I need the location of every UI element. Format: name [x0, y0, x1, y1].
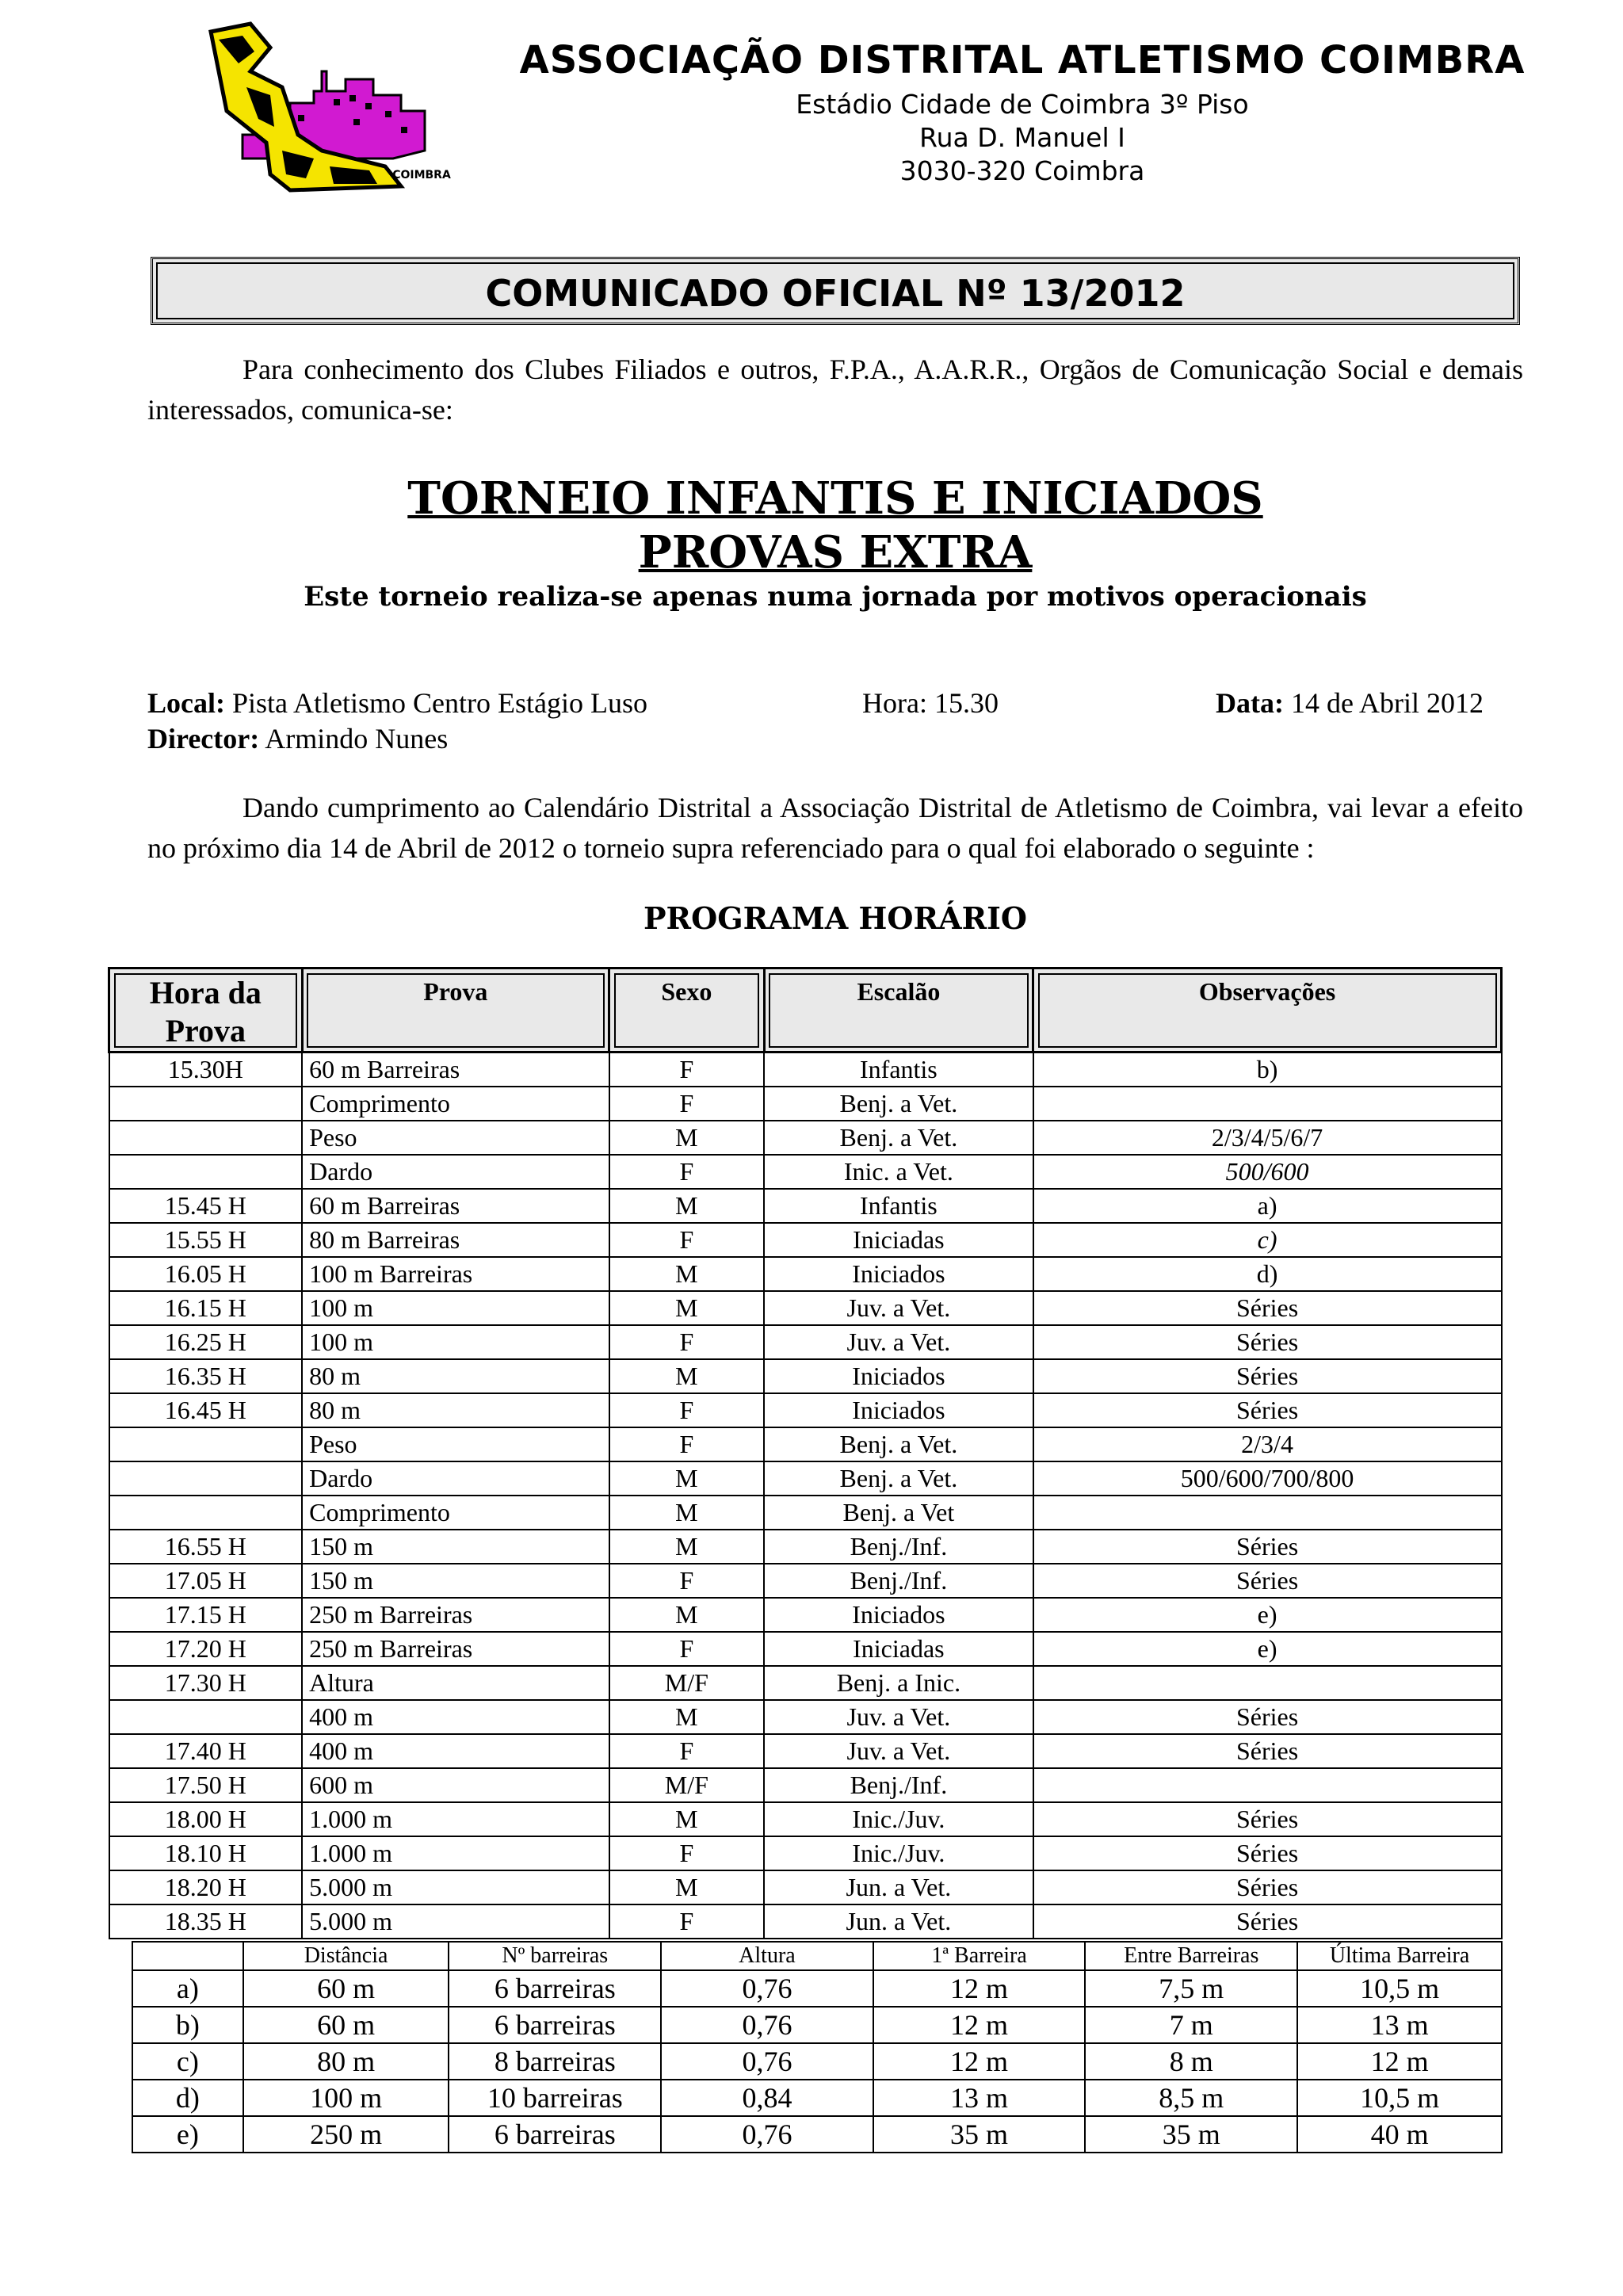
hurdles-cell: 6 barreiras — [449, 2007, 661, 2043]
address-line-3: 3030-320 Coimbra — [899, 155, 1145, 186]
schedule-cell-observacoes: e) — [1033, 1632, 1502, 1666]
schedule-cell-observacoes: b) — [1033, 1052, 1502, 1087]
hurdles-header-cell: Entre Barreiras — [1085, 1942, 1297, 1970]
schedule-cell-hora: 16.25 H — [109, 1325, 303, 1359]
schedule-cell-prova: Peso — [302, 1121, 609, 1155]
schedule-cell-prova: 1.000 m — [302, 1836, 609, 1870]
schedule-cell-observacoes: Séries — [1033, 1325, 1502, 1359]
schedule-cell-sexo: F — [609, 1904, 765, 1939]
hurdles-cell: 0,76 — [661, 2007, 873, 2043]
schedule-table — [108, 967, 1503, 1939]
schedule-row — [109, 1052, 1502, 1087]
schedule-cell-sexo: F — [609, 1052, 765, 1087]
hurdles-cell: 35 m — [873, 2116, 1086, 2153]
schedule-cell-sexo: M — [609, 1598, 765, 1632]
schedule-cell-escalao: Juv. a Vet. — [764, 1734, 1033, 1768]
intro-paragraph: Para conhecimento dos Clubes Filiados e outros, F.P.A., A.A.R.R., Orgãos de Comunicação Social e demais interessados, comunica-se: — [147, 353, 1523, 426]
schedule-cell-escalao: Juv. a Vet. — [764, 1700, 1033, 1734]
location-value: Pista Atletismo Centro Estágio Luso — [224, 687, 647, 719]
date-label: Data: — [1216, 687, 1284, 719]
schedule-cell-hora: 17.50 H — [109, 1768, 303, 1802]
schedule-row — [109, 1121, 1502, 1155]
schedule-cell-sexo: M — [609, 1257, 765, 1291]
schedule-row — [109, 1291, 1502, 1325]
schedule-cell-escalao: Benj./Inf. — [764, 1530, 1033, 1564]
schedule-cell-hora — [109, 1427, 303, 1461]
schedule-cell-observacoes — [1033, 1666, 1502, 1700]
hurdles-row — [132, 2080, 1502, 2116]
hurdles-cell: 0,76 — [661, 1970, 873, 2007]
schedule-cell-hora: 16.55 H — [109, 1530, 303, 1564]
schedule-cell-hora: 16.45 H — [109, 1393, 303, 1427]
hurdles-header-cell — [132, 1942, 243, 1970]
schedule-cell-escalao: Iniciadas — [764, 1223, 1033, 1257]
hurdles-cell: 7,5 m — [1085, 1970, 1297, 2007]
event-director — [147, 722, 448, 755]
schedule-cell-hora — [109, 1700, 303, 1734]
schedule-cell-sexo: M/F — [609, 1666, 765, 1700]
schedule-cell-hora: 15.45 H — [109, 1189, 303, 1223]
schedule-cell-hora: 17.40 H — [109, 1734, 303, 1768]
hurdles-cell: 100 m — [243, 2080, 449, 2116]
schedule-cell-observacoes: c) — [1033, 1223, 1502, 1257]
schedule-cell-sexo: M/F — [609, 1768, 765, 1802]
address-line-1: Estádio Cidade de Coimbra 3º Piso — [796, 89, 1249, 120]
schedule-cell-escalao: Jun. a Vet. — [764, 1870, 1033, 1904]
schedule-row — [109, 1564, 1502, 1598]
hurdles-row — [132, 2007, 1502, 2043]
schedule-cell-prova: 1.000 m — [302, 1802, 609, 1836]
schedule-cell-prova: Altura — [302, 1666, 609, 1700]
schedule-cell-observacoes: Séries — [1033, 1802, 1502, 1836]
hurdles-cell: 8,5 m — [1085, 2080, 1297, 2116]
hurdles-header-row — [132, 1942, 1502, 1970]
header-hora — [109, 968, 303, 1052]
hurdles-header-cell: Nº barreiras — [449, 1942, 661, 1970]
schedule-cell-sexo: M — [609, 1870, 765, 1904]
schedule-cell-escalao: Benj. a Vet — [764, 1496, 1033, 1530]
schedule-cell-sexo: M — [609, 1291, 765, 1325]
schedule-row — [109, 1257, 1502, 1291]
hurdles-header-cell: Distância — [243, 1942, 449, 1970]
schedule-cell-hora: 18.10 H — [109, 1836, 303, 1870]
header-prova: Prova — [302, 968, 609, 1052]
schedule-cell-hora: 18.35 H — [109, 1904, 303, 1939]
schedule-row — [109, 1189, 1502, 1223]
hurdles-row — [132, 2043, 1502, 2080]
schedule-row — [109, 1870, 1502, 1904]
schedule-header-row — [109, 968, 1502, 1052]
hurdles-cell: 7 m — [1085, 2007, 1297, 2043]
schedule-cell-hora: 17.05 H — [109, 1564, 303, 1598]
hurdles-cell: 12 m — [873, 1970, 1086, 2007]
schedule-cell-observacoes: Séries — [1033, 1359, 1502, 1393]
schedule-cell-hora — [109, 1087, 303, 1121]
hurdles-cell: 10,5 m — [1297, 1970, 1502, 2007]
schedule-cell-sexo: M — [609, 1121, 765, 1155]
schedule-cell-escalao: Iniciados — [764, 1393, 1033, 1427]
schedule-cell-observacoes — [1033, 1496, 1502, 1530]
schedule-cell-observacoes: d) — [1033, 1257, 1502, 1291]
schedule-cell-prova: 400 m — [302, 1734, 609, 1768]
hurdles-cell: 8 barreiras — [449, 2043, 661, 2080]
schedule-cell-observacoes: Séries — [1033, 1291, 1502, 1325]
schedule-cell-observacoes: 500/600/700/800 — [1033, 1461, 1502, 1496]
hurdles-cell: 8 m — [1085, 2043, 1297, 2080]
hurdles-cell: 0,76 — [661, 2043, 873, 2080]
schedule-cell-escalao: Inic. a Vet. — [764, 1155, 1033, 1189]
schedule-cell-prova: 100 m — [302, 1291, 609, 1325]
schedule-cell-escalao: Benj. a Vet. — [764, 1121, 1033, 1155]
hurdles-row — [132, 1970, 1502, 2007]
schedule-cell-escalao: Jun. a Vet. — [764, 1904, 1033, 1939]
schedule-row — [109, 1802, 1502, 1836]
schedule-row — [109, 1530, 1502, 1564]
schedule-cell-hora — [109, 1496, 303, 1530]
schedule-cell-observacoes: 500/600 — [1033, 1155, 1502, 1189]
schedule-cell-sexo: M — [609, 1461, 765, 1496]
schedule-cell-prova: Comprimento — [302, 1496, 609, 1530]
event-title-line-1: TORNEIO INFANTIS E INICIADOS — [407, 472, 1263, 525]
schedule-cell-observacoes — [1033, 1768, 1502, 1802]
hurdles-cell: 6 barreiras — [449, 2116, 661, 2153]
schedule-cell-sexo: M — [609, 1700, 765, 1734]
schedule-cell-sexo: M — [609, 1530, 765, 1564]
communique-title-box — [151, 257, 1520, 325]
hurdles-cell: 10,5 m — [1297, 2080, 1502, 2116]
schedule-cell-sexo: M — [609, 1189, 765, 1223]
schedule-row — [109, 1155, 1502, 1189]
hurdles-cell: 6 barreiras — [449, 1970, 661, 2007]
schedule-cell-hora: 15.30H — [109, 1052, 303, 1087]
hurdles-cell: 40 m — [1297, 2116, 1502, 2153]
schedule-cell-observacoes — [1033, 1087, 1502, 1121]
schedule-cell-prova: Peso — [302, 1427, 609, 1461]
hurdles-cell: e) — [132, 2116, 243, 2153]
schedule-row — [109, 1223, 1502, 1257]
hurdles-cell: 12 m — [873, 2007, 1086, 2043]
schedule-row — [109, 1734, 1502, 1768]
schedule-cell-hora: 15.55 H — [109, 1223, 303, 1257]
logo-text: COIMBRA — [392, 169, 451, 181]
schedule-row — [109, 1393, 1502, 1427]
schedule-cell-escalao: Inic./Juv. — [764, 1836, 1033, 1870]
schedule-cell-observacoes: 2/3/4/5/6/7 — [1033, 1121, 1502, 1155]
hurdles-cell: a) — [132, 1970, 243, 2007]
schedule-cell-escalao: Juv. a Vet. — [764, 1291, 1033, 1325]
schedule-row — [109, 1904, 1502, 1939]
schedule-cell-hora: 18.00 H — [109, 1802, 303, 1836]
hurdles-header-cell: Altura — [661, 1942, 873, 1970]
hurdles-cell: b) — [132, 2007, 243, 2043]
schedule-cell-prova: 150 m — [302, 1530, 609, 1564]
schedule-row — [109, 1632, 1502, 1666]
schedule-cell-hora: 16.05 H — [109, 1257, 303, 1291]
schedule-row — [109, 1461, 1502, 1496]
schedule-cell-prova: 150 m — [302, 1564, 609, 1598]
schedule-cell-prova: 100 m — [302, 1325, 609, 1359]
schedule-cell-escalao: Infantis — [764, 1052, 1033, 1087]
schedule-cell-observacoes: Séries — [1033, 1870, 1502, 1904]
hurdles-cell: 12 m — [1297, 2043, 1502, 2080]
schedule-row — [109, 1087, 1502, 1121]
schedule-cell-escalao: Benj. a Inic. — [764, 1666, 1033, 1700]
header-hora-line-1: Hora da — [149, 975, 262, 1010]
schedule-cell-sexo: F — [609, 1564, 765, 1598]
schedule-cell-prova: Dardo — [302, 1461, 609, 1496]
header-sexo: Sexo — [609, 968, 765, 1052]
schedule-cell-escalao: Infantis — [764, 1189, 1033, 1223]
schedule-cell-observacoes: Séries — [1033, 1393, 1502, 1427]
schedule-cell-observacoes: a) — [1033, 1189, 1502, 1223]
schedule-row — [109, 1359, 1502, 1393]
organization-name: ASSOCIAÇÃO DISTRITAL ATLETISMO COIMBRA — [519, 38, 1526, 82]
schedule-cell-escalao: Benj. a Vet. — [764, 1087, 1033, 1121]
schedule-cell-escalao: Benj. a Vet. — [764, 1427, 1033, 1461]
schedule-cell-hora — [109, 1155, 303, 1189]
schedule-cell-hora — [109, 1121, 303, 1155]
schedule-cell-prova: 100 m Barreiras — [302, 1257, 609, 1291]
header-observacoes: Observações — [1033, 968, 1502, 1052]
schedule-cell-sexo: F — [609, 1155, 765, 1189]
hurdles-cell: c) — [132, 2043, 243, 2080]
schedule-cell-prova: 250 m Barreiras — [302, 1632, 609, 1666]
schedule-cell-sexo: F — [609, 1632, 765, 1666]
schedule-cell-escalao: Benj./Inf. — [764, 1768, 1033, 1802]
schedule-cell-hora: 17.15 H — [109, 1598, 303, 1632]
schedule-cell-hora: 18.20 H — [109, 1870, 303, 1904]
event-time: Hora: 15.30 — [862, 687, 999, 719]
hurdles-header-cell: 1ª Barreira — [873, 1942, 1086, 1970]
hurdles-row — [132, 2116, 1502, 2153]
schedule-cell-observacoes: 2/3/4 — [1033, 1427, 1502, 1461]
header-escalao: Escalão — [764, 968, 1033, 1052]
schedule-cell-prova: 80 m Barreiras — [302, 1223, 609, 1257]
schedule-row — [109, 1666, 1502, 1700]
schedule-cell-escalao: Iniciados — [764, 1359, 1033, 1393]
schedule-cell-sexo: M — [609, 1496, 765, 1530]
schedule-cell-prova: Comprimento — [302, 1087, 609, 1121]
schedule-cell-observacoes: Séries — [1033, 1734, 1502, 1768]
hurdles-cell: 60 m — [243, 2007, 449, 2043]
event-subtitle: Este torneio realiza-se apenas numa jornada por motivos operacionais — [304, 581, 1367, 613]
hurdles-cell: 60 m — [243, 1970, 449, 2007]
schedule-row — [109, 1427, 1502, 1461]
schedule-cell-sexo: F — [609, 1325, 765, 1359]
schedule-cell-sexo: F — [609, 1223, 765, 1257]
address-line-2: Rua D. Manuel I — [919, 122, 1125, 153]
schedule-cell-escalao: Iniciados — [764, 1598, 1033, 1632]
event-location — [147, 686, 647, 720]
hurdles-table — [132, 1941, 1503, 2153]
location-label: Local: — [147, 687, 225, 719]
hurdles-cell: 35 m — [1085, 2116, 1297, 2153]
schedule-cell-observacoes: Séries — [1033, 1836, 1502, 1870]
schedule-row — [109, 1598, 1502, 1632]
schedule-cell-hora: 16.35 H — [109, 1359, 303, 1393]
hurdles-cell: 10 barreiras — [449, 2080, 661, 2116]
schedule-row — [109, 1836, 1502, 1870]
schedule-row — [109, 1325, 1502, 1359]
schedule-cell-prova: 600 m — [302, 1768, 609, 1802]
schedule-cell-sexo: F — [609, 1734, 765, 1768]
schedule-cell-escalao: Inic./Juv. — [764, 1802, 1033, 1836]
event-title-line-2: PROVAS EXTRA — [638, 526, 1033, 579]
schedule-row — [109, 1768, 1502, 1802]
header-hora-line-2: Prova — [165, 1013, 246, 1049]
hurdles-cell: 13 m — [1297, 2007, 1502, 2043]
schedule-cell-escalao: Iniciados — [764, 1257, 1033, 1291]
hurdles-cell: 0,76 — [661, 2116, 873, 2153]
schedule-cell-prova: 250 m Barreiras — [302, 1598, 609, 1632]
director-value: Armindo Nunes — [259, 723, 449, 755]
director-label: Director: — [147, 723, 260, 755]
hurdles-cell: 13 m — [873, 2080, 1086, 2116]
schedule-cell-sexo: F — [609, 1087, 765, 1121]
schedule-cell-escalao: Iniciadas — [764, 1632, 1033, 1666]
body-paragraph: Dando cumprimento ao Calendário Distrital a Associação Distrital de Atletismo de Coimbra, vai levar a efeito no próximo dia 14 de Abril de 2012 o torneio supra referenciado para o qual foi elaborado o seguinte : — [147, 792, 1523, 864]
hurdles-cell: 80 m — [243, 2043, 449, 2080]
schedule-cell-observacoes: Séries — [1033, 1530, 1502, 1564]
schedule-row — [109, 1496, 1502, 1530]
schedule-cell-prova: 60 m Barreiras — [302, 1189, 609, 1223]
schedule-cell-prova: 400 m — [302, 1700, 609, 1734]
hurdles-cell: 0,84 — [661, 2080, 873, 2116]
schedule-cell-observacoes: Séries — [1033, 1700, 1502, 1734]
schedule-cell-sexo: M — [609, 1802, 765, 1836]
schedule-cell-hora: 17.20 H — [109, 1632, 303, 1666]
adac-logo — [195, 16, 453, 200]
schedule-cell-prova: 80 m — [302, 1359, 609, 1393]
schedule-cell-prova: 60 m Barreiras — [302, 1052, 609, 1087]
schedule-cell-sexo: F — [609, 1427, 765, 1461]
schedule-cell-escalao: Benj./Inf. — [764, 1564, 1033, 1598]
hurdles-cell: 12 m — [873, 2043, 1086, 2080]
schedule-cell-sexo: F — [609, 1393, 765, 1427]
schedule-cell-hora: 16.15 H — [109, 1291, 303, 1325]
program-title: PROGRAMA HORÁRIO — [643, 900, 1028, 936]
schedule-cell-hora — [109, 1461, 303, 1496]
date-value: 14 de Abril 2012 — [1283, 687, 1484, 719]
schedule-cell-observacoes: Séries — [1033, 1904, 1502, 1939]
schedule-cell-prova: 80 m — [302, 1393, 609, 1427]
schedule-cell-sexo: M — [609, 1359, 765, 1393]
schedule-cell-sexo: F — [609, 1836, 765, 1870]
schedule-cell-prova: 5.000 m — [302, 1870, 609, 1904]
schedule-cell-escalao: Juv. a Vet. — [764, 1325, 1033, 1359]
schedule-cell-escalao: Benj. a Vet. — [764, 1461, 1033, 1496]
schedule-row — [109, 1700, 1502, 1734]
schedule-cell-observacoes: Séries — [1033, 1564, 1502, 1598]
schedule-cell-prova: 5.000 m — [302, 1904, 609, 1939]
hurdles-header-cell: Última Barreira — [1297, 1942, 1502, 1970]
hurdles-cell: d) — [132, 2080, 243, 2116]
schedule-cell-prova: Dardo — [302, 1155, 609, 1189]
event-date — [1216, 686, 1484, 720]
hurdles-cell: 250 m — [243, 2116, 449, 2153]
communique-title: COMUNICADO OFICIAL Nº 13/2012 — [485, 272, 1186, 315]
schedule-cell-observacoes: e) — [1033, 1598, 1502, 1632]
schedule-cell-hora: 17.30 H — [109, 1666, 303, 1700]
